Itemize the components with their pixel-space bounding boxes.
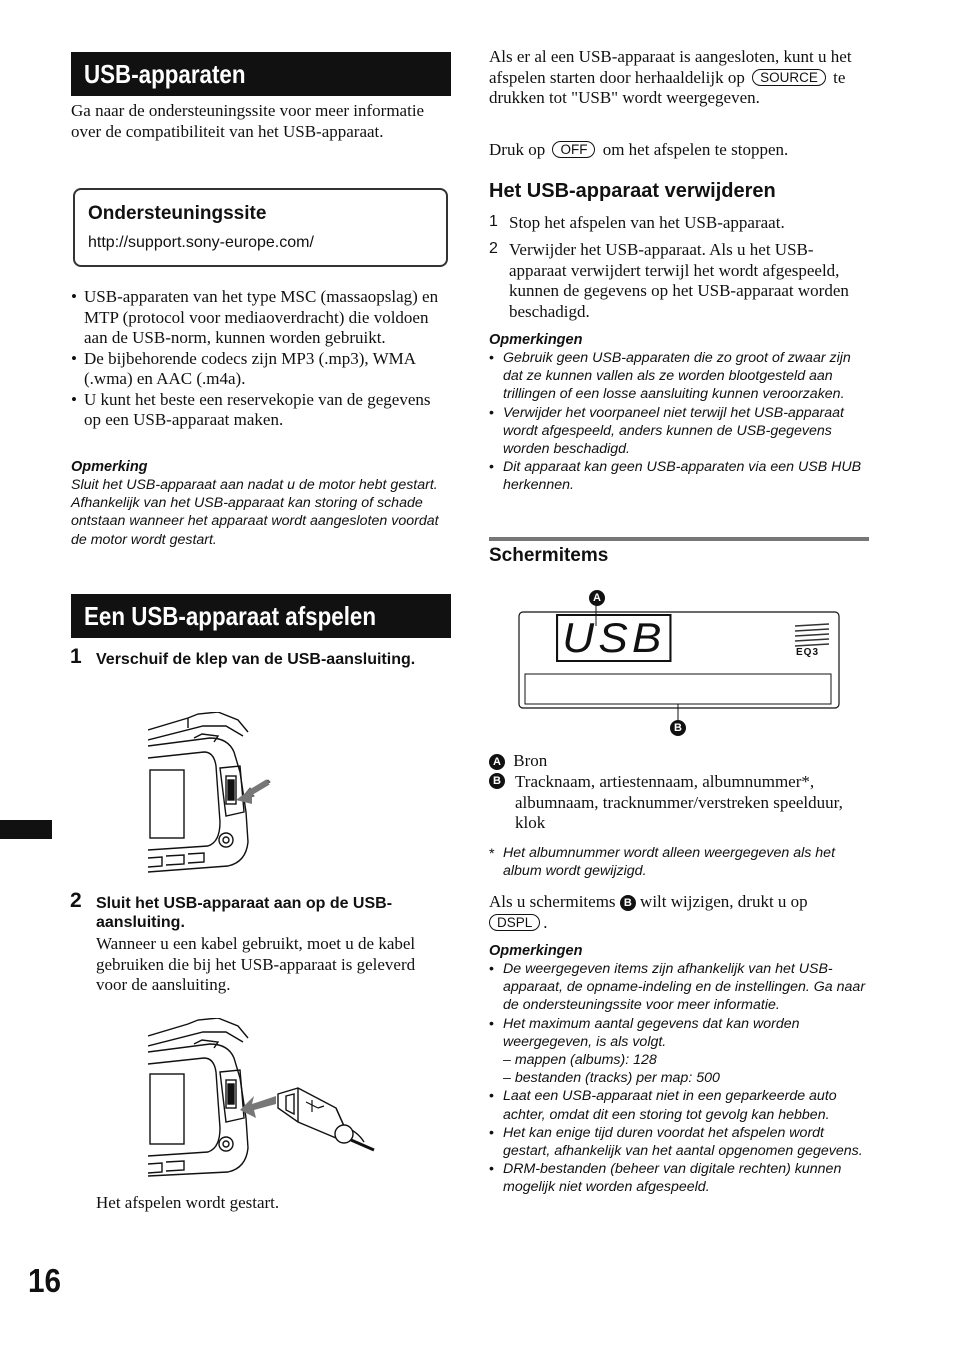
limit-files: – bestanden (tracks) per map: 500: [503, 1070, 720, 1087]
step-1-title: Verschuif de klep van de USB-aansluiting.: [96, 651, 416, 668]
list-item: • Laat een USB-apparaat niet in een geparkeerde auto achter, omdat dit een storing tot gevolg kan hebben.: [489, 1087, 873, 1123]
list-item: • U kunt het beste een reservekopie van de gegevens op een USB-apparaat maken.: [71, 390, 451, 431]
label-a-marker: A: [589, 590, 605, 606]
list-item: • USB-apparaten van het type MSC (massaopslag) en MTP (protocol voor mediaoverdracht) die voldoen aan de USB-norm, kunnen worden gebruikt.: [71, 287, 451, 349]
remove-heading: Het USB-apparaat verwijderen: [489, 180, 776, 202]
display-diagram: [515, 586, 845, 741]
remove-step-1-number: 1: [489, 213, 498, 230]
change-items-paragraph: Als u schermitems B wilt wijzigen, drukt u op DSPL .: [489, 892, 808, 932]
notes-1-heading: Opmerkingen: [489, 332, 583, 348]
step-2-number: 2: [70, 889, 82, 912]
playback-started-text: Het afspelen wordt gestart.: [96, 1193, 280, 1212]
display-usb-text: USB: [556, 614, 672, 662]
list-item: • Gebruik geen USB-apparaten die zo groot of zwaar zijn dat ze kunnen vallen als ze worden blootgesteld aan trillingen of een losse aansluiting kunnen veroorzaken.: [489, 349, 871, 404]
step-1-number: 1: [70, 645, 82, 668]
item-a: A Bron: [489, 751, 869, 772]
device-connect-usb-illustration: [148, 1018, 378, 1178]
off-button: OFF: [552, 141, 595, 158]
item-b: Tracknaam, artiestennaam, albumnummer*, albumnaam, tracknummer/verstreken speelduur, klok: [515, 772, 843, 832]
label-b-inline: B: [620, 895, 636, 911]
list-item: • De bijbehorende codecs zijn MP3 (.mp3), WMA (.wma) en AAC (.m4a).: [71, 349, 451, 390]
step-2-body: Wanneer u een kabel gebruikt, moet u de kabel gebruiken die bij het USB-apparaat is geleverd voor de aansluiting.: [96, 934, 416, 994]
notes-1-list: [489, 349, 871, 495]
display-eq-text: EQ3: [796, 647, 820, 658]
remove-step-1-text: Stop het afspelen van het USB-apparaat.: [509, 213, 785, 232]
note-heading: Opmerking: [71, 459, 148, 475]
source-button: SOURCE: [752, 69, 826, 86]
label-b-badge: B: [489, 773, 505, 789]
stop-playback-paragraph: Druk op OFF om het afspelen te stoppen.: [489, 140, 789, 159]
page-edge-tab: [0, 820, 52, 839]
label-b-marker: B: [670, 720, 686, 736]
notes-2-list: [489, 960, 873, 1197]
footnote-mark: *: [489, 846, 495, 862]
step-2-title: Sluit het USB-apparaat aan op de USB-aansluiting.: [96, 895, 393, 931]
device-slide-cover-illustration: [148, 712, 273, 874]
compat-bullet-list: [71, 287, 451, 431]
support-url[interactable]: http://support.sony-europe.com/: [88, 234, 314, 251]
intro-text: Ga naar de ondersteuningssite voor meer informatie over de compatibiliteit van het USB-apparaat.: [71, 101, 425, 141]
item-b-badge-wrap: [489, 772, 505, 790]
section-title-play-usb: Een USB-apparaat afspelen: [71, 594, 451, 638]
list-item: • DRM-bestanden (beheer van digitale rechten) kunnen mogelijk niet worden afgespeeld.: [489, 1160, 873, 1196]
list-item: • Het kan enige tijd duren voordat het afspelen wordt gestart, afhankelijk van het aantal opgenomen gegevens.: [489, 1124, 873, 1160]
note-text: Sluit het USB-apparaat aan nadat u de motor hebt gestart. Afhankelijk van het USB-apparaat kan storing of schade ontstaan wanneer het apparaat wordt aangesloten voordat de motor wordt gestart.: [71, 477, 439, 548]
remove-step-2-number: 2: [489, 240, 498, 257]
screen-items-heading: Schermitems: [489, 545, 609, 566]
remove-step-2-text: Verwijder het USB-apparaat. Als u het USB-apparaat verwijdert terwijl het wordt afgespeeld, kunnen de gegevens op het USB-apparaat worden beschadigd.: [509, 240, 849, 321]
list-item: • Verwijder het voorpaneel niet terwijl het USB-apparaat wordt afgespeeld, anders kunnen de USB-gegevens worden beschadigd.: [489, 404, 871, 459]
list-item: • Het maximum aantal gegevens dat kan worden weergegeven, is als volgt. – mappen (albums): 128 – bestanden (tracks) per map: 500: [489, 1015, 873, 1088]
section-rule: [489, 537, 869, 541]
start-playback-paragraph: Als er al een USB-apparaat is aangesloten, kunt u het afspelen starten door herhaaldelijk op SOURCE te drukken tot "USB" wordt weergegeven.: [489, 47, 852, 107]
support-box: [73, 188, 448, 267]
list-item: • De weergegeven items zijn afhankelijk van het USB-apparaat, de opname-indeling en de instellingen. Ga naar de ondersteuningssite voor meer informatie.: [489, 960, 873, 1015]
footnote: Het albumnummer wordt alleen weergegeven als het album wordt gewijzigd.: [503, 845, 836, 880]
section-title-usb-devices: USB-apparaten: [71, 52, 451, 96]
dspl-button: DSPL: [489, 914, 540, 931]
notes-2-heading: Opmerkingen: [489, 943, 583, 959]
limit-folders: – mappen (albums): 128: [503, 1052, 657, 1069]
label-a-badge: A: [489, 754, 505, 770]
list-item: • Dit apparaat kan geen USB-apparaten via een USB HUB herkennen.: [489, 458, 871, 494]
page-number: 16: [28, 1262, 62, 1299]
support-title: Ondersteuningssite: [88, 203, 267, 224]
